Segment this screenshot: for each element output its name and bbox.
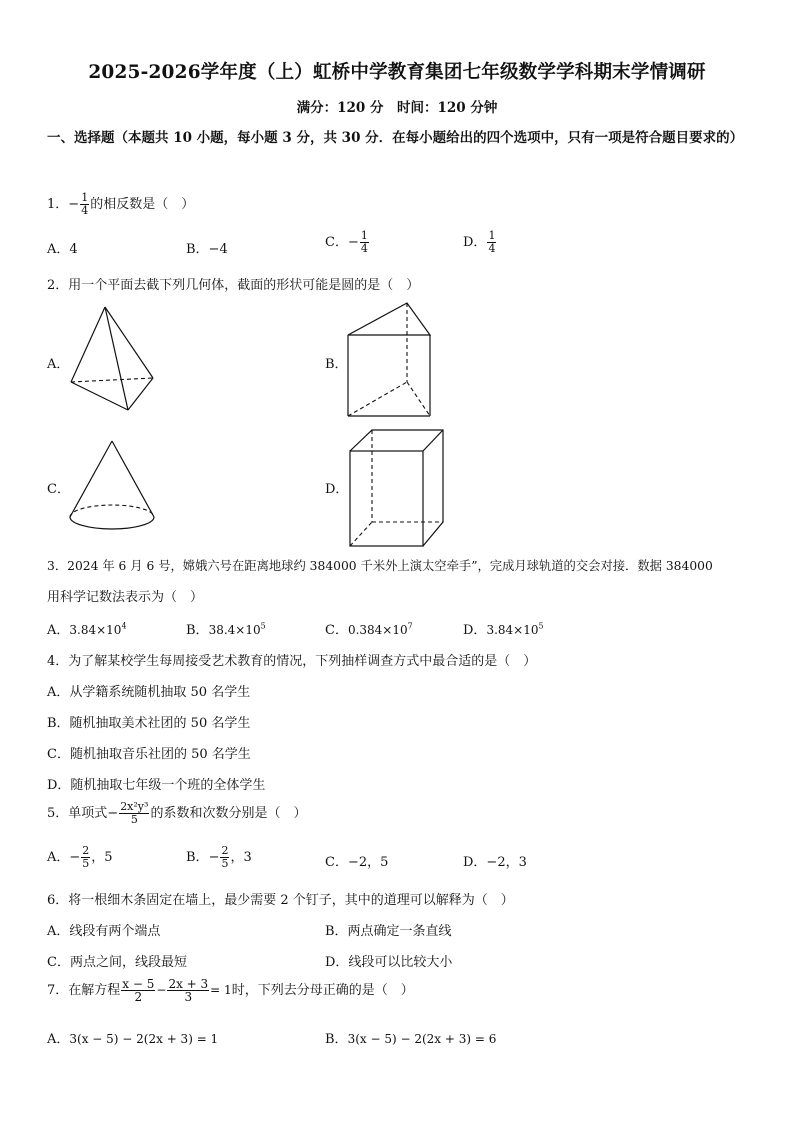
- q4-option-a[interactable]: A．从学籍系统随机抽取 50 名学生: [47, 685, 251, 700]
- cube-figure: [345, 427, 447, 549]
- triangular-prism-figure: [343, 298, 438, 423]
- q4-option-d[interactable]: D．随机抽取七年级一个班的全体学生: [47, 778, 266, 793]
- question-1-stem: 1．− $\frac{1}{4}$ 的相反数是（ ）: [47, 191, 195, 217]
- q6-option-b[interactable]: B．两点确定一条直线: [325, 924, 452, 939]
- question-6-stem: 6．将一根细木条固定在墙上，最少需要 2 个钉子，其中的道理可以解释为（ ）: [47, 893, 514, 908]
- q6-option-d[interactable]: D．线段可以比较大小: [325, 955, 453, 970]
- question-5-stem: 5．单项式− $\frac{\text{2x²y³}}{5}$ 的系数和次数分别是（ ）: [47, 800, 307, 826]
- question-4-stem: 4．为了解某校学生每周接受艺术教育的情况，下列抽样调查方式中最合适的是（ ）: [47, 654, 537, 669]
- section-heading: 一、选择题（本题共 10 小题，每小题 3 分，共 30 分．在每小题给出的四个选项中，只有一项是符合题目要求的）: [47, 130, 744, 146]
- q6-option-a[interactable]: A．线段有两个端点: [47, 924, 161, 939]
- q2-option-b-label[interactable]: B．: [325, 357, 348, 372]
- tetrahedron-figure: [65, 300, 160, 415]
- q1-option-b[interactable]: B．−4: [186, 242, 228, 257]
- q2-option-c-label[interactable]: C．: [47, 482, 70, 497]
- question-3-line1: 3．2024 年 6 月 6 号，嫦娥六号在距离地球约 384000 千米外上演太空牵手”，完成月球轨道的交会对接．数据 384000: [47, 559, 713, 573]
- q2-option-a-label[interactable]: A．: [47, 357, 70, 372]
- cone-figure: [66, 438, 158, 534]
- q3-option-c[interactable]: C．$0.384\times 10^7$: [325, 621, 413, 638]
- q1-option-a[interactable]: A．4: [47, 242, 78, 257]
- q1-option-d[interactable]: D． $\frac{1}{4}$: [463, 229, 496, 255]
- fraction: $\frac{1}{4}$: [81, 191, 89, 217]
- q3-option-b[interactable]: B．$38.4\times 10^5$: [186, 621, 266, 638]
- q2-option-d-label[interactable]: D．: [325, 482, 349, 497]
- q5-option-a[interactable]: A．− $\frac{2}{5}$ ，5: [47, 844, 113, 870]
- question-7-stem: 7．在解方程 $\frac{x - 5}{2}$ − $\frac{2x + 3}{3}$ = 1时，下列去分母正确的是（ ）: [47, 977, 414, 1004]
- fraction: $\frac{\text{2x²y³}}{5}$: [120, 800, 149, 826]
- q6-option-c[interactable]: C．两点之间，线段最短: [47, 955, 187, 970]
- q4-option-b[interactable]: B．随机抽取美术社团的 50 名学生: [47, 716, 251, 731]
- q7-option-b[interactable]: B．3(x − 5) − 2(2x + 3) = 6: [325, 1032, 497, 1047]
- q3-option-a[interactable]: A．$3.84\times 10^4$: [47, 621, 127, 638]
- q5-option-d[interactable]: D．−2，3: [463, 855, 527, 870]
- page-subtitle: 满分：120 分 时间：120 分钟: [296, 100, 498, 116]
- question-2-stem: 2．用一个平面去截下列几何体，截面的形状可能是圆的是（ ）: [47, 278, 420, 293]
- question-3-line2: 用科学记数法表示为（ ）: [47, 590, 204, 605]
- q4-option-c[interactable]: C．随机抽取音乐社团的 50 名学生: [47, 747, 251, 762]
- q3-option-d[interactable]: D．$3.84\times 10^5$: [463, 621, 544, 638]
- page-title: 2025-2026学年度（上）虹桥中学教育集团七年级数学学科期末学情调研: [88, 62, 706, 83]
- q5-option-c[interactable]: C．−2，5: [325, 855, 389, 870]
- q1-option-c[interactable]: C．− $\frac{1}{4}$: [325, 229, 368, 255]
- q5-option-b[interactable]: B．− $\frac{2}{5}$ ，3: [186, 844, 252, 870]
- q7-option-a[interactable]: A．3(x − 5) − 2(2x + 3) = 1: [47, 1032, 219, 1047]
